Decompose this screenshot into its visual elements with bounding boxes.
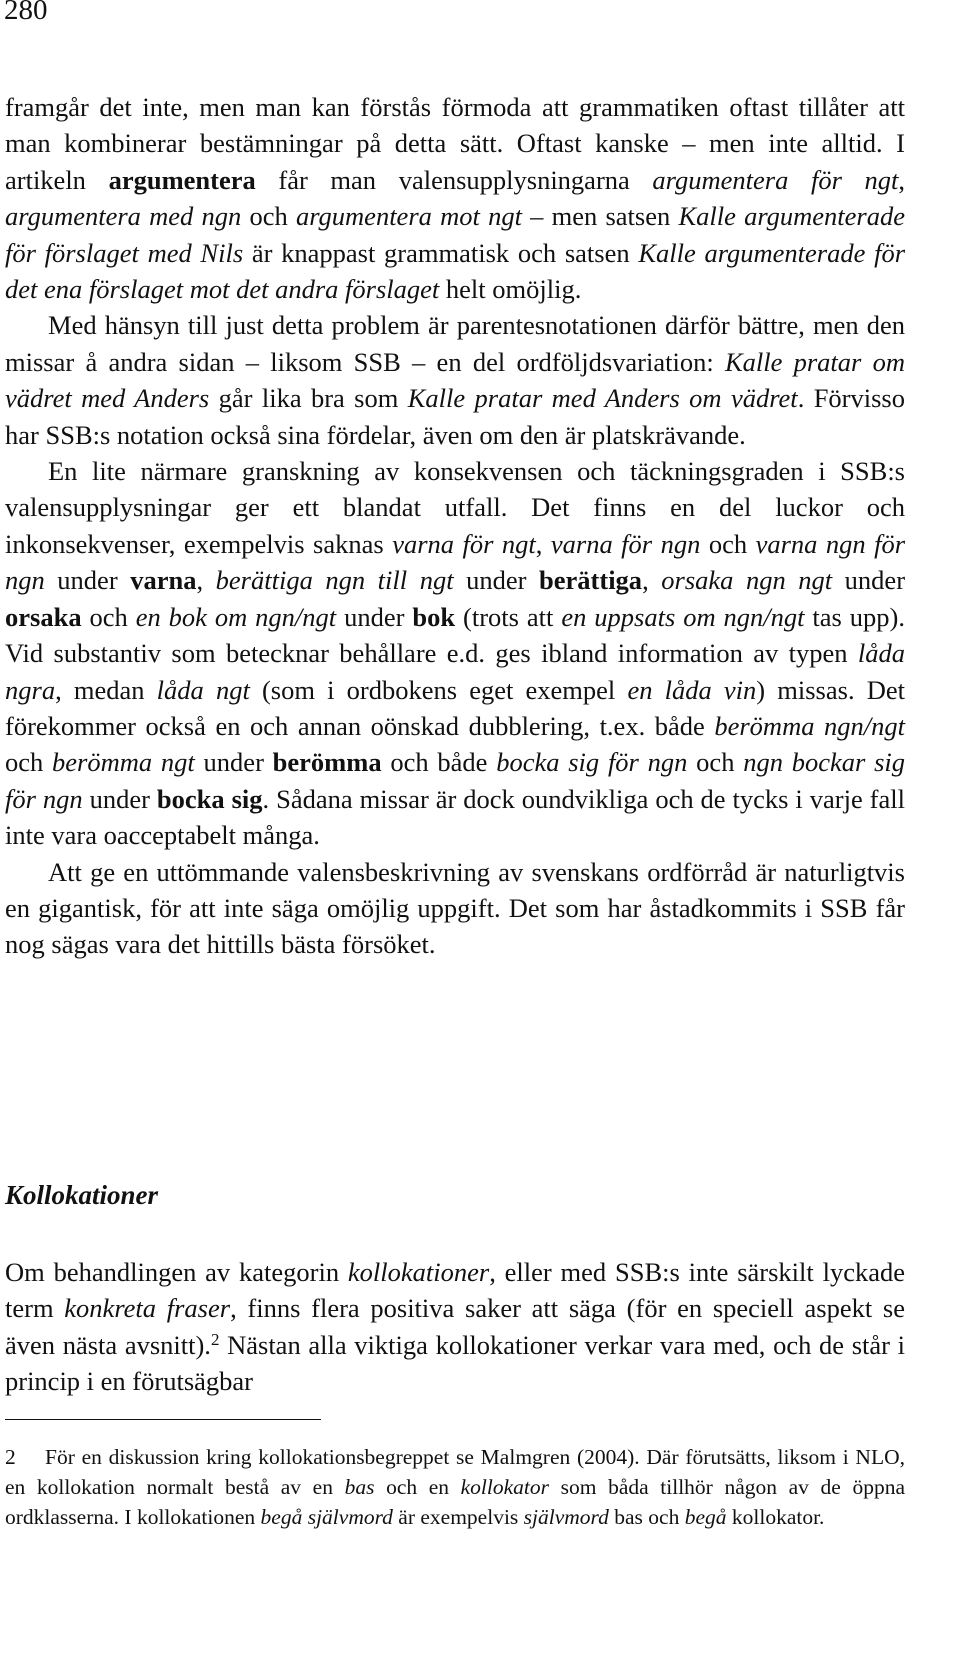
example-phrase: en låda vin: [627, 674, 757, 705]
section-heading: Kollokationer: [5, 1180, 159, 1210]
text-run: under: [336, 601, 413, 632]
text-run: För en diskussion kring kollokationsbegreppet se Malmgren (2004). Där förutsätts, liksom i NLO, en kollokation normalt bestå av en: [5, 1445, 905, 1499]
footnote-text: [5, 1442, 905, 1532]
text-run: tas upp). Vid substantiv som betecknar behållare e.d. ges ibland information av typen: [5, 601, 906, 669]
text-run: och: [81, 601, 136, 632]
example-phrase: en bok om ngn/ngt: [135, 601, 337, 632]
text-run: och: [5, 747, 53, 778]
example-phrase: låda ngra: [5, 638, 905, 705]
text-run: får man valensupplysningarna: [255, 164, 653, 195]
example-phrase: berättiga ngn till ngt: [215, 565, 454, 596]
text-run: Nästan alla viktiga kollokationer verkar vara med, och de står i princip i en förutsägbar: [5, 1329, 905, 1397]
headword: varna: [130, 565, 197, 596]
text-run: och: [687, 747, 744, 778]
footnote-number: 2: [5, 1445, 16, 1469]
term: bas: [344, 1475, 375, 1499]
text-run: och: [700, 528, 756, 559]
example-sentence: Kalle pratar med Anders om vädret: [407, 383, 798, 414]
text-run: , finns flera positiva saker att säga (för en speciell aspekt se även nästa avsnitt).: [5, 1293, 905, 1360]
term: kollokator: [460, 1475, 550, 1499]
paragraph-3: [5, 453, 905, 853]
text-run: och en: [374, 1475, 461, 1499]
text-run: under: [453, 565, 540, 596]
text-run: kollokator.: [726, 1505, 825, 1529]
text-run: helt omöjlig.: [439, 274, 582, 305]
headword: bocka sig: [156, 783, 263, 814]
example-phrase: varna för ngn: [550, 528, 701, 559]
text-run: ,: [642, 565, 662, 596]
term: begå: [684, 1505, 727, 1529]
text-run: Med hänsyn till just detta problem är parentesnotationen därför bättre, men den missar å andra sidan – liksom SSB – en del ordföljdsvariation:: [5, 310, 905, 377]
example-phrase: ngn bockar sig för ngn: [5, 747, 906, 814]
text-run: ,: [898, 164, 905, 195]
headword: bok: [412, 601, 456, 632]
main-text: [5, 89, 905, 963]
text-run: som båda tillhör någon av de öppna ordklasserna. I kollokationen: [5, 1475, 905, 1529]
text-run: . Sådana missar är dock oundvikliga och de tycks i varje fall inte vara oacceptabelt många.: [5, 783, 905, 851]
text-run: och både: [381, 747, 497, 778]
headword: argumentera: [108, 164, 256, 195]
text-run: , eller med SSB:s inte särskilt lyckade term: [5, 1257, 905, 1324]
text-run: Om behandlingen av kategorin: [5, 1257, 348, 1287]
text-run: En lite närmare granskning av konsekvensen och täckningsgraden i SSB:s valensupplysningar ger ett blandat utfall. Det finns en del luckor och inkonsekvenser, exempelvis saknas: [5, 456, 905, 559]
text-run: , medan: [55, 674, 157, 705]
text-run: – men satsen: [521, 201, 679, 232]
text-run: är knappast grammatisk och satsen: [243, 237, 639, 268]
text-run: ,: [196, 565, 216, 596]
example-sentence: Kalle argumenterade för det ena förslaget mot det andra förslaget: [5, 237, 906, 305]
example-phrase: begå självmord: [260, 1505, 393, 1529]
example-phrase: argumentera med ngn: [5, 201, 242, 232]
paragraph-1: [5, 89, 905, 307]
paragraph-5: [5, 1254, 905, 1400]
section-text: [5, 1254, 905, 1400]
text-run: ) missas. Det förekommer också en och annan oönskad dubblering, t.ex. både: [5, 674, 905, 741]
paragraph-4: Att ge en uttömmande valensbeskrivning av svenskans ordförråd är naturligtvis en gigantisk, för att inte säga omöjlig uppgift. Det som har åstadkommits i SSB får nog sägas vara det hittills bästa försöket.: [5, 856, 905, 960]
term: kollokationer: [347, 1257, 490, 1287]
example-phrase: berömma ngt: [52, 747, 195, 778]
headword: berömma: [272, 747, 382, 778]
headword: orsaka: [5, 601, 82, 632]
text-run: under: [82, 783, 157, 814]
example-phrase: låda ngt: [156, 674, 250, 705]
footnote: [5, 1442, 905, 1532]
headword: berättiga: [539, 565, 643, 596]
text-run: . Förvisso har SSB:s notation också sina fördelar, även om den är platskrävande.: [5, 383, 905, 450]
text-run: och: [241, 201, 296, 232]
text-run: bas och: [608, 1505, 685, 1529]
example-phrase: varna för ngt: [392, 528, 536, 559]
example-sentence: Kalle pratar om vädret med Anders: [5, 346, 905, 414]
text-run: går lika bra som: [209, 383, 408, 414]
example-phrase: argumentera för ngt: [652, 164, 899, 195]
example-phrase: varna ngn för ngn: [5, 528, 906, 596]
paragraph-2: [5, 307, 905, 453]
footnote-divider: [5, 1419, 321, 1420]
text-run: är exempelvis: [392, 1505, 524, 1529]
example-phrase: bocka sig för ngn: [496, 747, 688, 778]
term: självmord: [523, 1505, 609, 1529]
text-run: ,: [535, 528, 551, 559]
text-run: (som i ordbokens eget exempel: [249, 674, 628, 705]
example-phrase: berömma ngn/ngt: [714, 710, 905, 741]
footnote-reference[interactable]: 2: [210, 1329, 220, 1349]
text-run: under: [194, 747, 273, 778]
text-run: framgår det inte, men man kan förstås förmoda att grammatiken oftast tillåter att man kombinerar bestämningar på detta sätt. Oftast kanske – men inte alltid. I artikeln: [5, 92, 905, 195]
page-number: 280: [4, 0, 48, 26]
example-sentence: Kalle argumenterade för förslaget med Nils: [5, 201, 906, 268]
example-phrase: argumentera mot ngt: [295, 201, 522, 232]
text-run: under: [44, 565, 131, 596]
text-run: (trots att: [455, 601, 562, 632]
text-run: under: [832, 565, 906, 596]
example-phrase: en uppsats om ngn/ngt: [561, 601, 805, 632]
example-phrase: orsaka ngn ngt: [661, 565, 833, 596]
term: konkreta fraser: [64, 1293, 231, 1324]
